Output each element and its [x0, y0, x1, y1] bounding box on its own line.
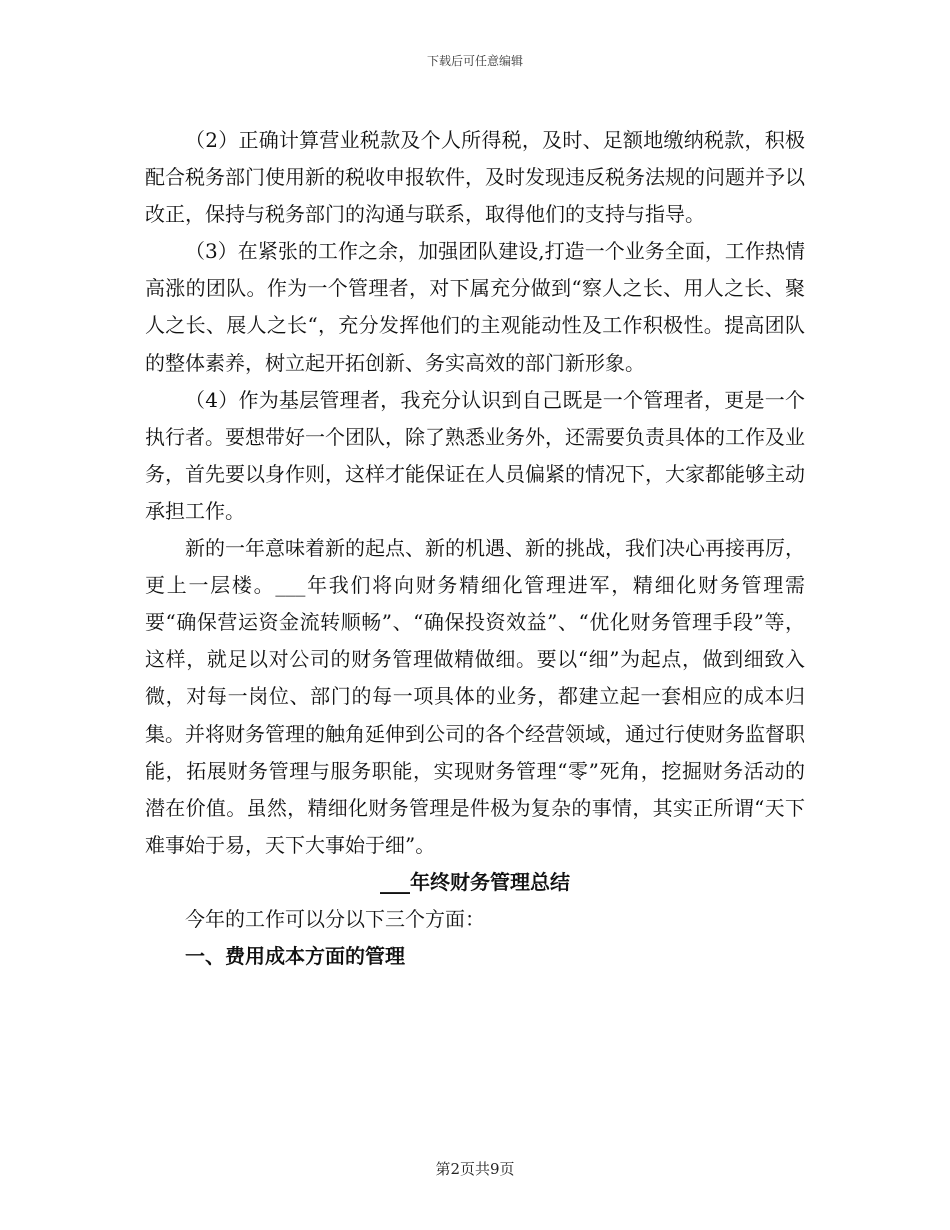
- page-footer: 第2页共9页: [435, 1160, 515, 1178]
- intro-line: 今年的工作可以分以下三个方面：: [185, 906, 485, 931]
- paragraph-new-year: 新的一年意味着新的起点、新的机遇、新的挑战，我们决心再接再厉，更上一层楼。___年我们将向财务精细化管理进军，精细化财务管理需要“确保营运资金流转顺畅”、“确保投资效益”、“优化财务管理手段”等，这样，就足以对公司的财务管理做精做细。要以“细”为起点，做到细致入微，对每一岗位、部门的每一项具体的业务，都建立起一套相应的成本归集。并将财务管理的触角延伸到公司的各个经营领域，通过行使财务监督职能，拓展财务管理与服务职能，实现财务管理“零”死角，挖掘财务活动的潜在价值。虽然，精细化财务管理是件极为复杂的事情，其实正所谓“天下难事始于易，天下大事始于细”。: [145, 536, 805, 857]
- section-title: ___年终财务管理总结: [380, 869, 570, 894]
- heading-cost-management: 一、费用成本方面的管理: [185, 944, 405, 969]
- paragraph-tax: （2）正确计算营业税款及个人所得税，及时、足额地缴纳税款，积极配合税务部门使用新的税收申报软件，及时发现违反税务法规的问题并予以改正，保持与税务部门的沟通与联系，取得他们的支持与指导。: [145, 128, 805, 227]
- document-body: [145, 122, 805, 975]
- paragraph-manager: （4）作为基层管理者，我充分认识到自己既是一个管理者，更是一个执行者。要想带好一个团队，除了熟悉业务外，还需要负责具体的工作及业务，首先要以身作则，这样才能保证在人员偏紧的情况下，大家都能够主动承担工作。: [145, 387, 805, 523]
- paragraph-team: （3）在紧张的工作之余，加强团队建设,打造一个业务全面，工作热情高涨的团队。作为一个管理者，对下属充分做到“察人之长、用人之长、聚人之长、展人之长“，充分发挥他们的主观能动性及工作积极性。提高团队的整体素养，树立起开拓创新、务实高效的部门新形象。: [145, 239, 805, 375]
- page-header: 下载后可任意编辑: [426, 54, 523, 68]
